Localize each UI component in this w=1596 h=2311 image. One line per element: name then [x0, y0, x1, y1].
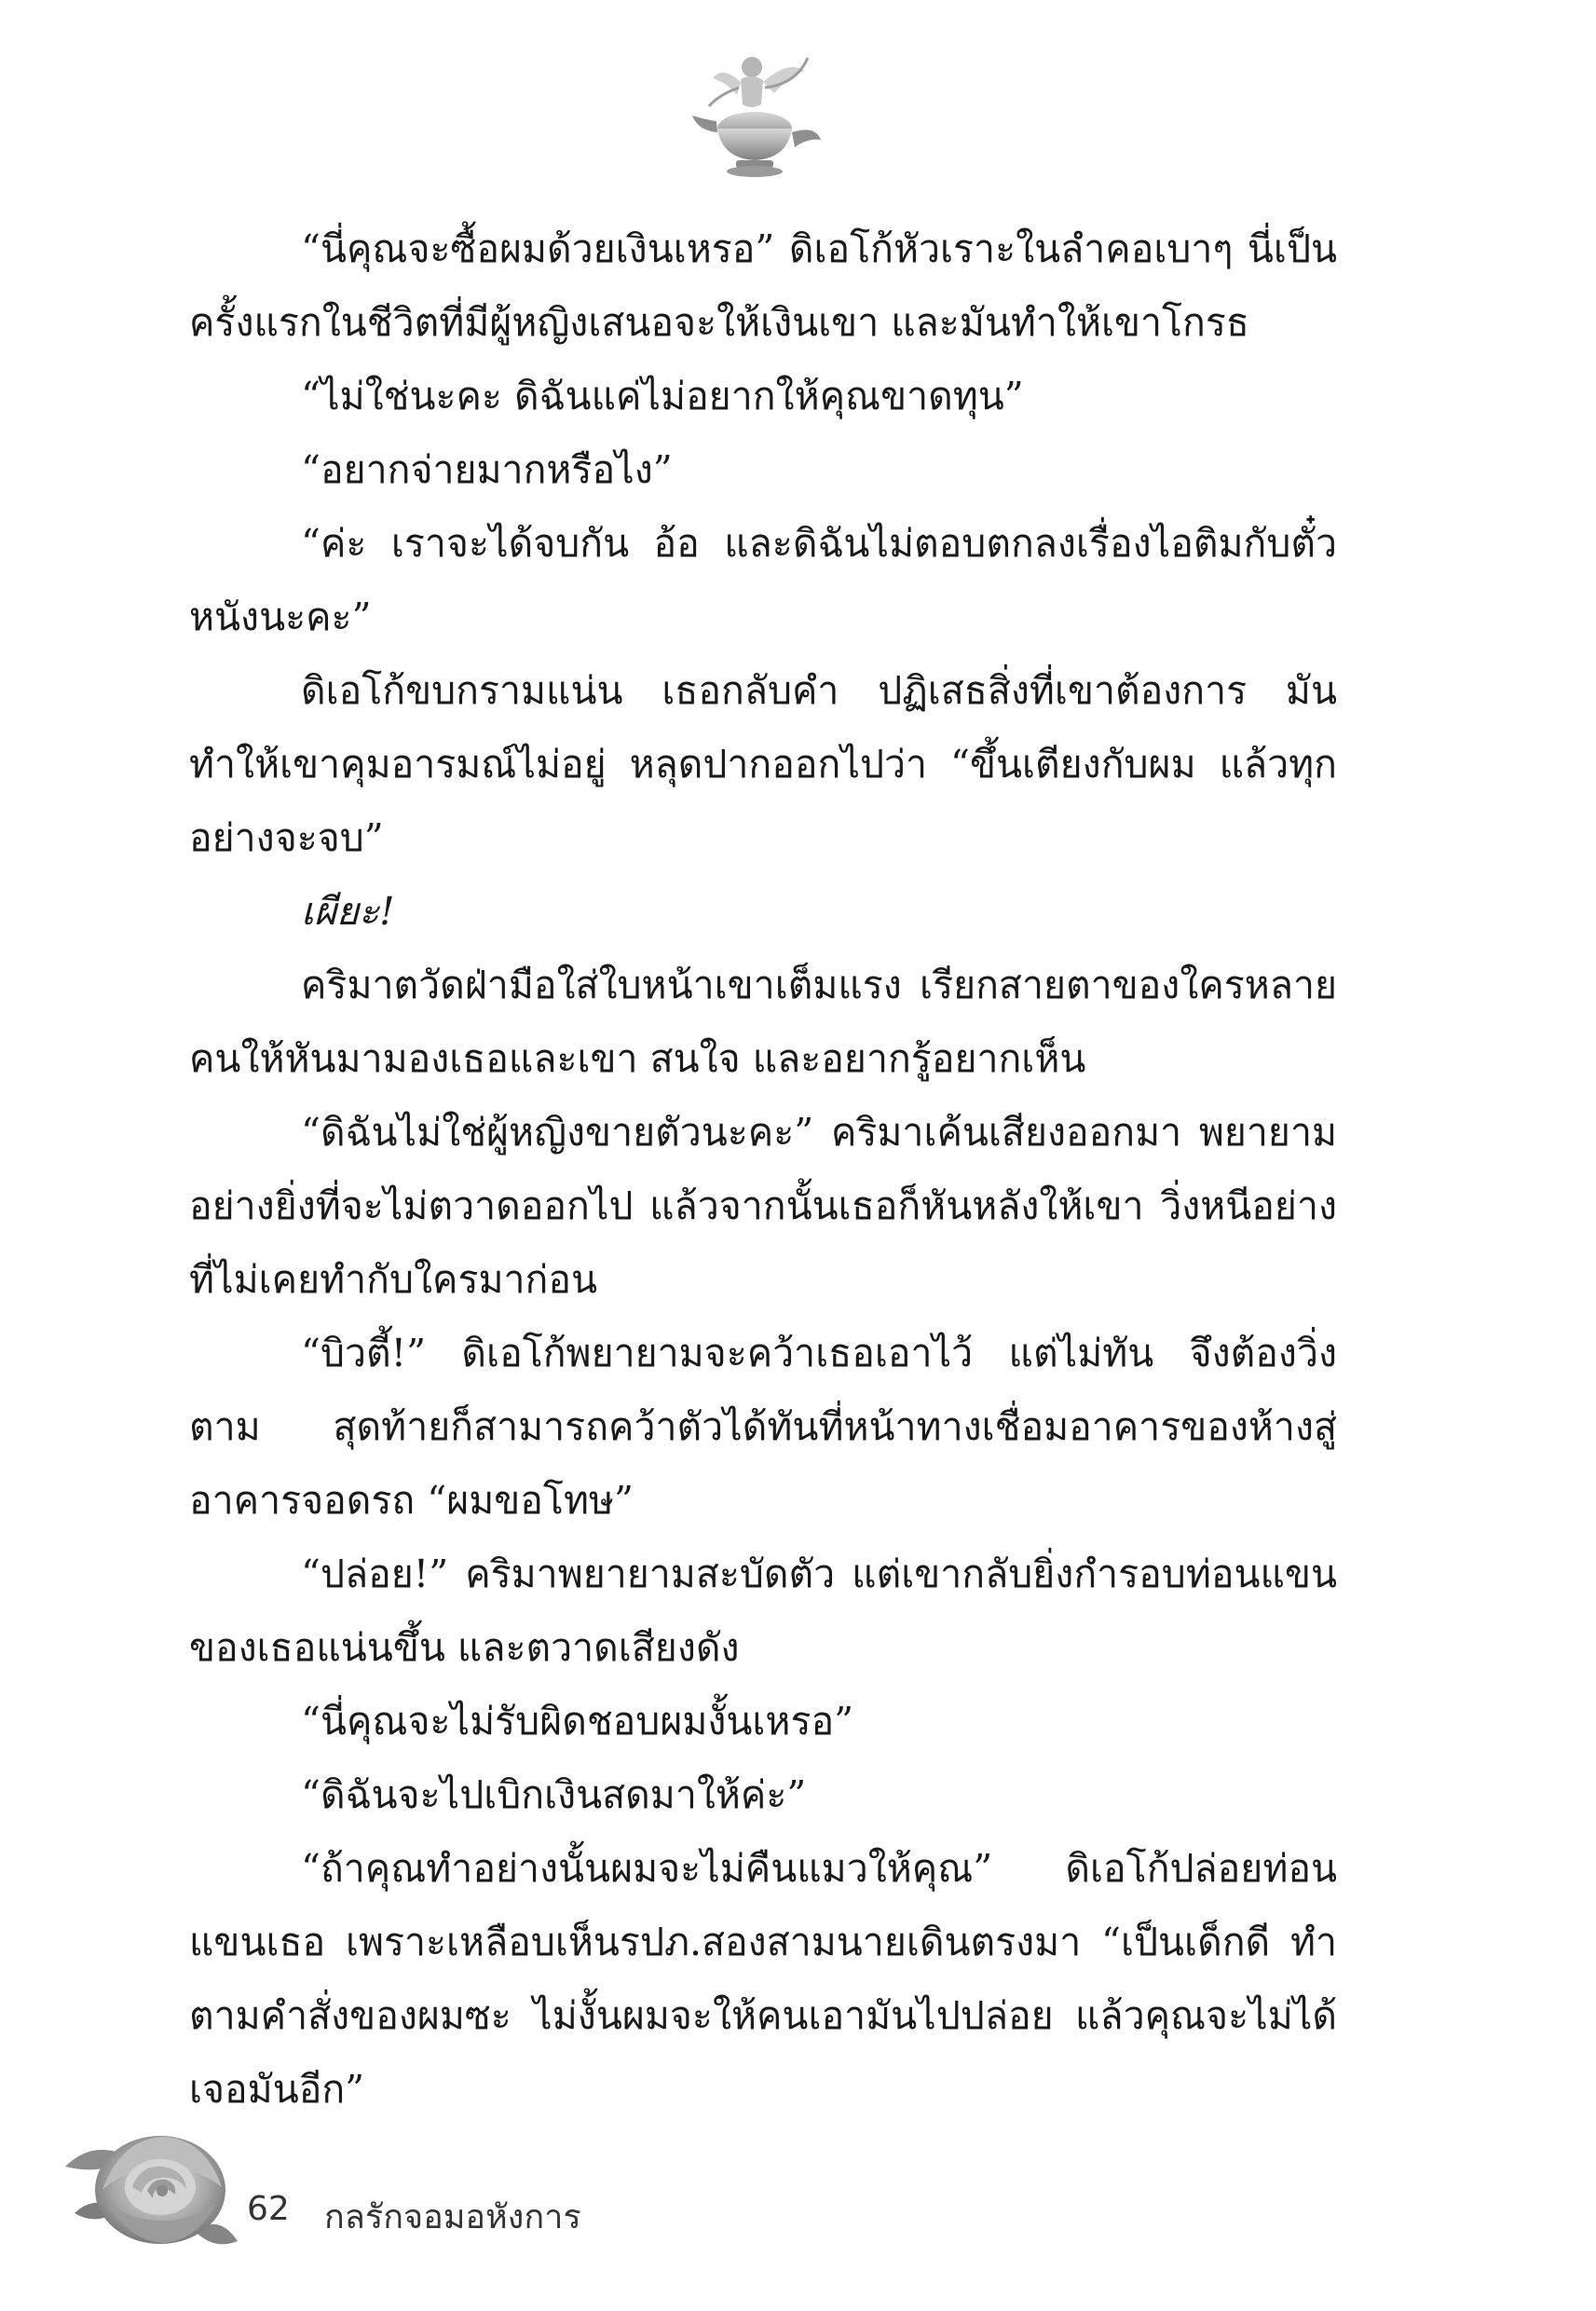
paragraph: “ถ้าคุณทำอย่างนั้นผมจะไม่คืนแมวให้คุณ” ดิเอโก้ปล่อยท่อนแขนเธอ เพราะเหลือบเห็นรปภ.สองสามนายเดินตรงมา “เป็นเด็กดี ทำตามคำสั่งของผมซะ ไม่งั้นผมจะให้คนเอามันไปปล่อย แล้วคุณจะไม่ได้เจอมันอีก”: [189, 1846, 1337, 2112]
paragraph: “ค่ะ เราจะได้จบกัน อ้อ และดิฉันไม่ตอบตกลงเรื่องไอติมกับตั๋วหนังนะคะ”: [189, 521, 1337, 639]
paragraph: “นี่คุณจะซื้อผมด้วยเงินเหรอ” ดิเอโก้หัวเราะในลำคอเบาๆ นี่เป็นครั้งแรกในชีวิตที่มีผู้หญิงเสนอจะให้เงินเขา และมันทำให้เขาโกรธ: [189, 226, 1337, 345]
paragraph: “ดิฉันไม่ใช่ผู้หญิงขายตัวนะคะ” คริมาเค้นเสียงออกมา พยายามอย่างยิ่งที่จะไม่ตวาดออกไป แล้วจากนั้นเธอก็หันหลังให้เขา วิ่งหนีอย่างที่ไม่เคยทำกับใครมาก่อน: [189, 1110, 1337, 1302]
paragraph: คริมาตวัดฝ่ามือใส่ใบหน้าเขาเต็มแรง เรียกสายตาของใครหลายคนให้หันมามองเธอและเขา สนใจ และอยากรู้อยากเห็น: [189, 963, 1337, 1081]
paragraph: “ไม่ใช่นะคะ ดิฉันแค่ไม่อยากให้คุณขาดทุน”: [301, 374, 1024, 418]
rose-icon: [56, 2101, 242, 2269]
body-text: [189, 212, 1337, 2126]
paragraph: “อยากจ่ายมากหรือไง”: [301, 447, 673, 492]
paragraph: “นี่คุณจะไม่รับผิดชอบผมงั้นเหรอ”: [301, 1699, 854, 1744]
page-footer: [56, 2101, 801, 2278]
paragraph: ดิเอโก้ขบกรามแน่น เธอกลับคำ ปฏิเสธสิ่งที่เขาต้องการ มันทำให้เขาคุมอารมณ์ไม่อยู่ หลุดปากออกไปว่า “ขึ้นเตียงกับผม แล้วทุกอย่างจะจบ”: [189, 668, 1337, 860]
paragraph: “บิวตี้!” ดิเอโก้พยายามจะคว้าเธอเอาไว้ แต่ไม่ทัน จึงต้องวิ่งตาม สุดท้ายก็สามารถคว้าตัวได้ทันที่หน้าทางเชื่อมอาคารของห้างสู่อาคารจอดรถ “ผมขอโทษ”: [189, 1331, 1337, 1523]
cupid-teapot-ornament-icon: [685, 47, 825, 182]
page-number: 62: [247, 2190, 290, 2228]
sound-effect: เผียะ!: [301, 889, 395, 934]
book-title: กลรักจอมอหังการ: [324, 2198, 581, 2236]
paragraph: “ดิฉันจะไปเบิกเงินสดมาให้ค่ะ”: [301, 1772, 807, 1817]
paragraph: “ปล่อย!” คริมาพยายามสะบัดตัว แต่เขากลับยิ่งกำรอบท่อนแขนของเธอแน่นขึ้น และตวาดเสียงดัง: [189, 1552, 1337, 1670]
